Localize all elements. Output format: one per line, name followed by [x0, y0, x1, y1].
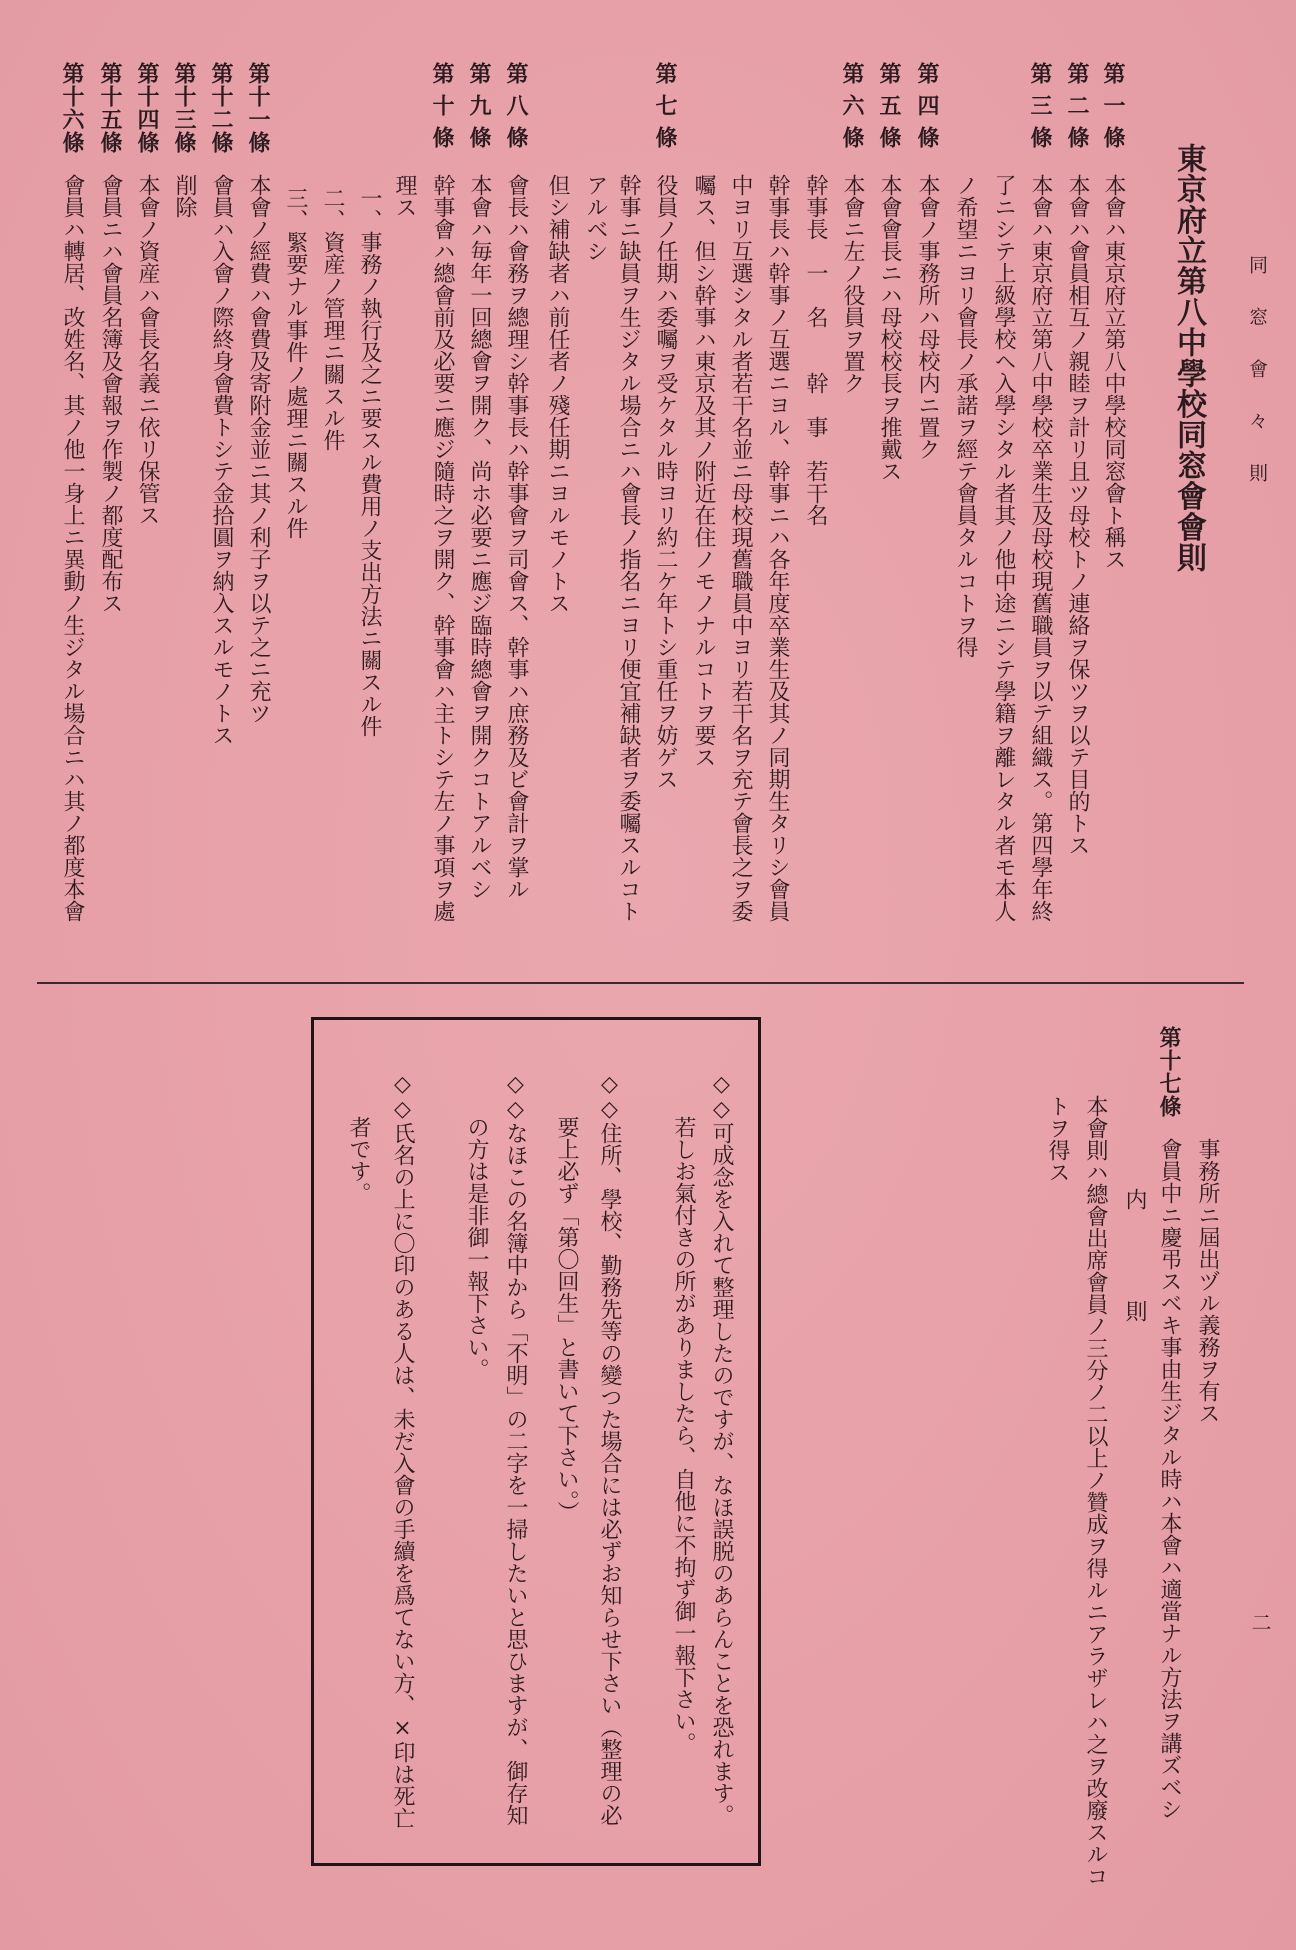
article-label: 第十一條	[245, 62, 271, 154]
notice-text: ◇◇なほこの名簿中から「不明」の二字を一掃したいと思ひますが、御存知	[503, 1072, 528, 1826]
article-label: 第十六條	[59, 62, 85, 154]
article-text: 會長ハ會務ヲ總理シ幹事長ハ幹事會ヲ司會ス、幹事ハ庶務及ビ會計ヲ掌ル	[504, 174, 529, 900]
notice-text: ◇◇住所、學校、勤務先等の變つた場合には必ずお知らせ下さい（整理の必	[597, 1072, 622, 1826]
article-label: 第十七條	[1156, 1026, 1182, 1118]
article-text: 本會會長ニハ母校校長ヲ推戴ス	[877, 174, 902, 482]
article-text: 本會ハ毎年一回總會ヲ開ク、尚ホ必要ニ應ジ臨時總會ヲ開クコトアルベシ	[467, 174, 492, 900]
article-text: 本會ハ會員相互ノ親睦ヲ計リ且ツ母校トノ連絡ヲ保ツヲ以テ目的トス	[1065, 174, 1090, 856]
article-text: 本會ノ經費ハ會費及寄附金並ニ其ノ利子ヲ以テ之ニ充ツ	[246, 174, 271, 724]
notice-text: ◇◇氏名の上に〇印のある人は、未だ入會の手續を爲てない方、×印は死亡	[390, 1072, 415, 1829]
article-text: 役員ノ任期ハ委囑ヲ受ケタル時ヨリ約二ケ年トシ重任ヲ妨ゲス	[653, 174, 678, 790]
notice-text: 者です。	[346, 1116, 371, 1204]
article-text: ノ希望ニヨリ會長ノ承諾ヲ經テ會員タルコトヲ得	[953, 174, 978, 658]
article-text: 本會ノ資産ハ會長名義ニ依リ保管ス	[135, 174, 160, 526]
article-text: 事務所ニ屆出ヅル義務ヲ有ス	[1195, 1138, 1220, 1424]
article-text: 會員ハ轉居、改姓名、其ノ他一身上ニ異動ノ生ジタル場合ニハ其ノ都度本會	[60, 174, 85, 922]
article-text: 但シ補缺者ハ前任者ノ殘任期ニヨルモノトス	[545, 174, 570, 614]
document-title: 東京府立第八中學校同窓會會則	[1171, 143, 1206, 573]
article-label: 第八條	[503, 62, 529, 158]
section-divider	[37, 982, 1244, 984]
article-text: 了ニシテ上級學校ヘ入學シタル者其ノ他中途ニシテ學籍ヲ離レタル者モ本人	[991, 174, 1016, 922]
article-item: 二、資産ノ管理ニ關スル件	[320, 187, 345, 451]
article-text: 本會ハ東京府立第八中學校卒業生及母校現舊職員ヲ以テ組織ス。第四學年終	[1028, 174, 1053, 922]
article-text: 會員ハ入會ノ際終身會費トシテ金拾圓ヲ納入スルモノトス	[209, 174, 234, 746]
article-item: 一、事務ノ執行及之ニ要スル費用ノ支出方法ニ關スル件	[357, 187, 382, 737]
article-label: 第五條	[876, 62, 902, 158]
article-text: 理ス	[392, 174, 417, 218]
article-label: 第四條	[914, 62, 940, 158]
article-text: 幹事ニ缺員ヲ生ジタル場合ニハ會長ノ指名ニヨリ便宜補缺者ヲ委囑スルコト	[616, 174, 641, 922]
notice-text: 若しお氣付きの所がありましたら、自他に不拘ず御一報下さい。	[671, 1116, 696, 1754]
article-text: 幹事會ハ總會前及必要ニ應ジ隨時之ヲ開ク、幹事會ハ主トシテ左ノ事項ヲ處	[430, 174, 455, 922]
article-item: 三、緊要ナル事件ノ處理ニ關スル件	[283, 187, 308, 539]
page-number: 二	[1248, 1612, 1272, 1632]
article-text: 本會ノ事務所ハ母校内ニ置ク	[915, 174, 940, 460]
bylaw-text: トヲ得ス	[1045, 1095, 1070, 1183]
notice-text: ◇◇可成念を入れて整理したのですが、なほ誤脱のあらんことを恐れます。	[709, 1072, 734, 1826]
article-text: 本會ハ東京府立第八中學校同窓會ト稱ス	[1101, 174, 1126, 570]
article-text: 中ヨリ互選シタル者若干名並ニ母校現舊職員中ヨリ若干名ヲ充テ會長之ヲ委	[728, 174, 753, 922]
article-label: 第二條	[1064, 62, 1090, 158]
article-text: 會員ニハ會員名簿及會報ヲ作製ノ都度配布ス	[98, 174, 123, 614]
article-label: 第九條	[466, 62, 492, 158]
article-text: 幹事長ハ幹事ノ互選ニヨル、幹事ニハ各年度卒業生及其ノ同期生タリシ會員	[765, 174, 790, 922]
article-label: 第十二條	[208, 62, 234, 154]
officer-list: 幹事長 一 名 幹 事 若干名	[803, 174, 828, 526]
article-text: 囑ス、但シ幹事ハ東京及其ノ附近在住ノモノナルコトヲ要ス	[691, 174, 716, 768]
article-text: 本會ニ左ノ役員ヲ置ク	[840, 174, 865, 394]
article-label: 第三條	[1027, 62, 1053, 158]
article-label: 第十五條	[97, 62, 123, 154]
notice-text: の方は是非御一報下さい。	[464, 1116, 489, 1380]
bylaw-text: 本會則ハ總會出席會員ノ三分ノ二以上ノ贊成ヲ得ルニアラザレハ之ヲ改廢スルコ	[1083, 1095, 1108, 1887]
article-label: 第十四條	[134, 62, 160, 154]
article-text: 會員中ニ慶弔スベキ事由生ジタル時ハ本會ハ適當ナル方法ヲ講ズベシ	[1157, 1138, 1182, 1820]
article-label: 第十三條	[171, 62, 197, 154]
article-text: 削除	[172, 174, 197, 218]
article-label: 第一條	[1100, 62, 1126, 158]
article-label: 第七條	[652, 62, 678, 158]
notice-text: 要上必ず「第〇回生」と書いて下さい。）	[554, 1116, 579, 1523]
article-text: アルベシ	[583, 174, 608, 262]
article-label: 第六條	[839, 62, 865, 158]
bylaw-heading: 内則	[1122, 1188, 1147, 1412]
article-label: 第十條	[429, 62, 455, 158]
running-title: 同窓會々則	[1246, 255, 1268, 515]
